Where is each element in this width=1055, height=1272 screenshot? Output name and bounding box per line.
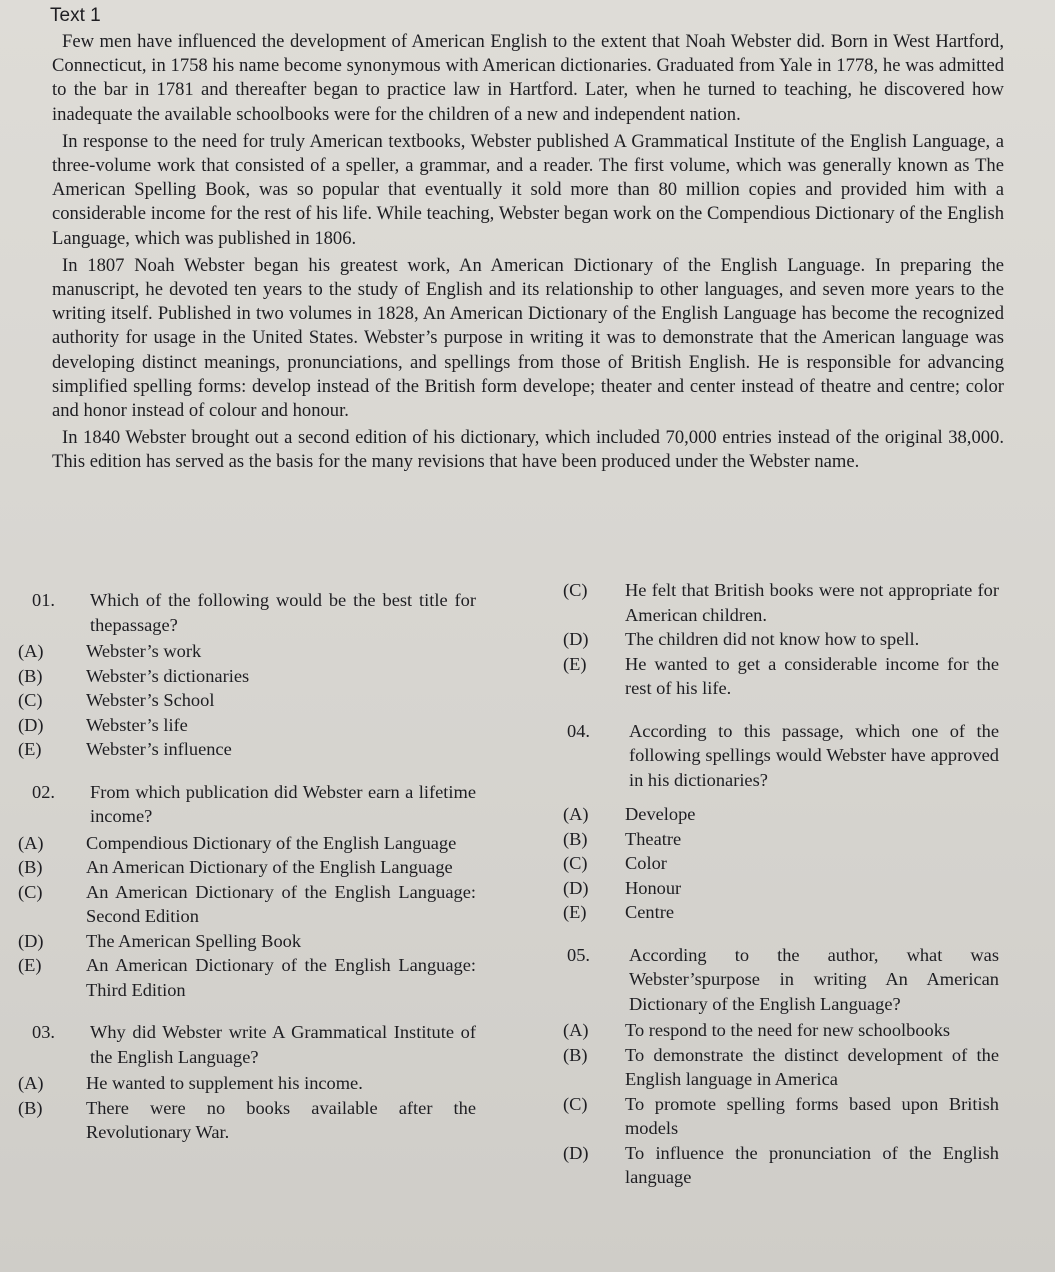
option-text: Webster’s dictionaries [86, 665, 250, 686]
option-text: The children did not know how to spell. [625, 629, 920, 649]
question-number: 04. [567, 720, 590, 741]
question-03-continued [563, 578, 999, 701]
answer-option[interactable] [18, 639, 476, 664]
answer-option[interactable] [18, 688, 476, 713]
answer-option[interactable] [18, 855, 476, 880]
option-text: An American Dictionary of the English Language [86, 857, 453, 877]
answer-option[interactable] [18, 713, 476, 738]
passage-paragraph: In 1840 Webster brought out a second edition of his dictionary, which included 70,000 entries instead of the original 38,000. This edition has served as the basis for the many revisions that have been produced under the Webster name. [52, 427, 1004, 473]
option-letter: (B) [563, 828, 588, 849]
answer-option[interactable] [563, 1092, 999, 1141]
answer-option[interactable] [563, 627, 999, 652]
answer-option[interactable] [563, 900, 999, 925]
option-text: Centre [625, 902, 675, 922]
question-text: According to this passage, which one of the following spellings would Webster have approved in his dictionaries? [629, 720, 999, 790]
answer-option[interactable] [18, 953, 476, 1002]
option-text: Webster’s life [86, 714, 188, 735]
option-text: The American Spelling Book [86, 930, 302, 951]
answer-option[interactable] [18, 737, 476, 762]
option-letter: (D) [563, 1142, 589, 1163]
option-text: Color [625, 853, 667, 873]
option-letter: (C) [563, 580, 588, 600]
question-text: Which of the following would be the best title for thepassage? [90, 590, 476, 635]
option-letter: (E) [563, 653, 587, 674]
option-text: There were no books available after the Revolutionary War. [86, 1097, 476, 1142]
option-letter: (D) [563, 877, 589, 898]
passage-paragraph: In response to the need for truly American textbooks, Webster published A Grammatical Institute of the English Language, a three-volume work that consisted of a speller, a grammar, and a reader. The first volume, which was generally known as The American Spelling Book, was so popular that eventually it sold more than 80 million copies and provided him with a considerable income for the rest of his life. While teaching, Webster began work on the Compendious Dictionary of the English Language, which was published in 1806. [52, 130, 1004, 249]
reading-passage [52, 30, 1004, 475]
section-heading: Text 1 [50, 5, 101, 26]
questions-left-column [18, 588, 476, 1163]
question-04 [563, 719, 999, 925]
option-letter: (A) [18, 1073, 44, 1093]
option-text: Webster’s work [86, 641, 202, 661]
option-letter: (E) [18, 955, 42, 975]
option-letter: (B) [18, 857, 43, 877]
option-text: An American Dictionary of the English Language: Third Edition [86, 955, 476, 1000]
question-text: From which publication did Webster earn a lifetime income? [90, 781, 476, 826]
question-05 [563, 943, 999, 1190]
question-number: 05. [567, 944, 590, 965]
answer-option[interactable] [563, 851, 999, 876]
question-text: According to the author, what was Webster’spurpose in writing An American Dictionary of the English Language? [629, 944, 999, 1014]
option-letter: (E) [18, 739, 42, 759]
option-letter: (A) [563, 1020, 589, 1040]
option-text: He wanted to supplement his income. [86, 1073, 363, 1093]
option-letter: (B) [18, 665, 43, 686]
option-letter: (C) [18, 881, 43, 902]
option-text: Compendious Dictionary of the English Language [86, 832, 457, 853]
option-text: He felt that British books were not appropriate for American children. [625, 580, 999, 625]
option-text: An American Dictionary of the English Language: Second Edition [86, 881, 476, 926]
answer-option[interactable] [563, 652, 999, 701]
option-letter: (D) [18, 930, 44, 951]
option-letter: (B) [18, 1097, 43, 1118]
option-letter: (A) [18, 641, 44, 661]
option-text: To promote spelling forms based upon British models [625, 1093, 999, 1138]
answer-option[interactable] [18, 880, 476, 929]
answer-option[interactable] [563, 802, 999, 827]
answer-option[interactable] [18, 1096, 476, 1145]
option-text: Develope [625, 804, 696, 824]
answer-option[interactable] [18, 929, 476, 954]
answer-option[interactable] [563, 578, 999, 627]
question-01 [18, 588, 476, 762]
option-letter: (D) [563, 629, 589, 649]
option-letter: (B) [563, 1044, 588, 1065]
option-text: To respond to the need for new schoolbooks [625, 1020, 951, 1040]
passage-paragraph: Few men have influenced the development of American English to the extent that Noah Webster did. Born in West Hartford, Connecticut, in 1758 his name become synonymous with American dictionaries. Graduated from Yale in 1778, he was admitted to the bar in 1781 and thereafter began to practice law in Hartford. Later, when he turned to teaching, he discovered how inadequate the available schoolbooks were for the children of a new and independent nation. [52, 31, 1004, 125]
answer-option[interactable] [563, 1043, 999, 1092]
answer-option[interactable] [18, 664, 476, 689]
option-text: He wanted to get a considerable income for the rest of his life. [625, 653, 999, 698]
option-letter: (A) [18, 832, 44, 853]
answer-option[interactable] [18, 1071, 476, 1096]
question-02 [18, 780, 476, 1003]
option-letter: (D) [18, 714, 44, 735]
option-letter: (C) [563, 1093, 588, 1114]
option-letter: (A) [563, 804, 589, 824]
answer-option[interactable] [18, 831, 476, 856]
option-text: Theatre [625, 828, 682, 849]
question-number: 02. [32, 781, 55, 802]
question-03 [18, 1020, 476, 1145]
option-text: Webster’s School [86, 690, 215, 710]
option-letter: (C) [563, 853, 588, 873]
option-letter: (E) [563, 902, 587, 922]
answer-option[interactable] [563, 876, 999, 901]
answer-option[interactable] [563, 1018, 999, 1043]
questions-right-column [563, 578, 999, 1208]
option-text: To influence the pronunciation of the English language [625, 1142, 999, 1187]
option-text: Webster’s influence [86, 739, 232, 759]
option-text: Honour [625, 877, 682, 898]
option-letter: (C) [18, 690, 43, 710]
passage-paragraph: In 1807 Noah Webster began his greatest work, An American Dictionary of the English Language. In preparing the manuscript, he devoted ten years to the study of English and its relationship to other languages, and seven more years to the writing itself. Published in two volumes in 1828, An American Dictionary of the English Language has become the recognized authority for usage in the United States. Webster’s purpose in writing it was to demonstrate that the American language was developing distinct meanings, pronunciations, and spellings from those of British English. He is responsible for advancing simplified spelling forms: develop instead of the British form develope; theater and center instead of theatre and centre; color and honor instead of colour and honour. [52, 254, 1004, 422]
answer-option[interactable] [563, 827, 999, 852]
answer-option[interactable] [563, 1141, 999, 1190]
option-text: To demonstrate the distinct development of the English language in America [625, 1044, 999, 1089]
question-number: 01. [32, 590, 55, 610]
question-text: Why did Webster write A Grammatical Institute of the English Language? [90, 1022, 476, 1067]
question-number: 03. [32, 1022, 55, 1042]
